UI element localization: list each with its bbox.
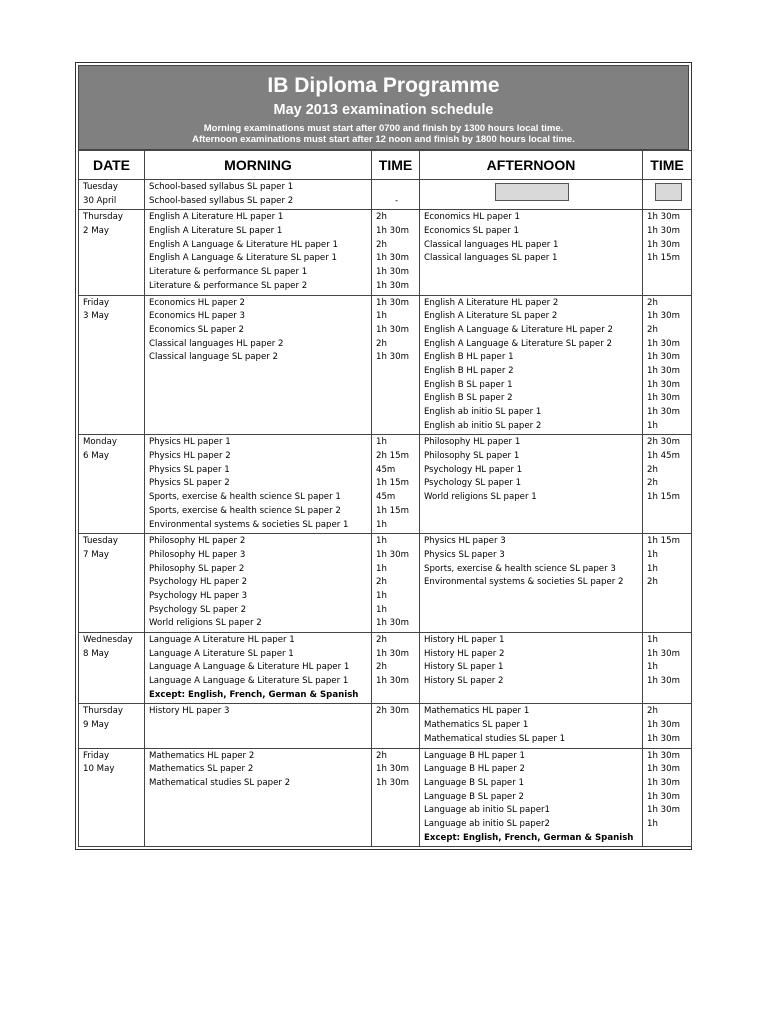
cell-line: English B SL paper 2 xyxy=(424,393,513,404)
table-header-row xyxy=(79,151,692,180)
afternoon-cell xyxy=(420,534,643,633)
cell-line: Philosophy HL paper 3 xyxy=(149,549,246,560)
cell-line: 1h 30m xyxy=(647,239,680,250)
column-header-time-afternoon: TIME xyxy=(643,151,692,180)
cell-line xyxy=(376,181,417,195)
cell-line: Language A Language & Literature HL paper 1 xyxy=(149,662,350,673)
cell-line: 1h xyxy=(376,563,387,574)
morning-time-cell xyxy=(372,748,420,847)
cell-line: Language B SL paper 2 xyxy=(424,791,524,802)
cell-line: Psychology HL paper 1 xyxy=(424,464,523,475)
page-subtitle: May 2013 examination schedule xyxy=(273,102,494,118)
cell-line: Sports, exercise & health science SL paper 2 xyxy=(149,505,341,516)
cell-line: 1h 30m xyxy=(647,805,680,816)
cell-line: Literature & performance SL paper 2 xyxy=(149,280,308,291)
table-row xyxy=(79,210,692,295)
cell-line: Language A Literature HL paper 1 xyxy=(149,635,295,645)
column-header-morning: MORNING xyxy=(145,151,372,180)
cell-line: 1h 30m xyxy=(647,764,680,775)
cell-line: 2h xyxy=(647,478,658,489)
cell-line: 1h 30m xyxy=(647,791,680,802)
cell-line: Friday xyxy=(83,750,110,761)
table-row xyxy=(79,534,692,633)
cell-line: Except: English, French, German & Spanish xyxy=(149,689,359,700)
afternoon-time-cell xyxy=(643,633,692,704)
cell-line: 2h xyxy=(647,297,658,308)
cell-line: 1h 15m xyxy=(647,492,680,503)
table-row xyxy=(79,633,692,704)
cell-line: 1h 30m xyxy=(376,352,409,363)
morning-time-cell xyxy=(372,180,420,210)
cell-line: 7 May xyxy=(83,549,109,560)
cell-line: English A Language & Literature HL paper 1 xyxy=(149,239,338,250)
cell-line: Physics SL paper 2 xyxy=(149,478,230,489)
cell-line: Philosophy HL paper 1 xyxy=(424,437,521,448)
cell-line: 1h xyxy=(376,311,387,322)
cell-line: 2h xyxy=(376,212,387,223)
cell-line: 1h 30m xyxy=(376,549,409,560)
cell-line: History HL paper 3 xyxy=(149,706,230,717)
morning-cell xyxy=(145,704,372,748)
cell-line: 1h xyxy=(647,563,658,574)
cell-line: 2h 15m xyxy=(376,451,409,462)
cell-line: 9 May xyxy=(83,720,109,731)
cell-line: 1h 30m xyxy=(376,648,409,659)
cell-line: Language ab initio SL paper1 xyxy=(424,805,551,816)
cell-line: 1h xyxy=(376,437,387,448)
afternoon-cell xyxy=(420,180,643,210)
cell-line: 1h 15m xyxy=(376,478,409,489)
cell-line: 1h 30m xyxy=(376,618,409,629)
cell-line: Except: English, French, German & Spanish xyxy=(424,832,634,843)
cell-line: English A Literature HL paper 2 xyxy=(424,297,559,308)
afternoon-cell xyxy=(420,748,643,847)
column-header-afternoon: AFTERNOON xyxy=(420,151,643,180)
cell-line: Philosophy SL paper 1 xyxy=(424,451,520,462)
cell-line: Economics SL paper 2 xyxy=(149,324,244,335)
cell-line: Classical languages HL paper 1 xyxy=(424,239,559,250)
cell-line: English A Literature SL paper 2 xyxy=(424,311,558,322)
cell-line: 1h 30m xyxy=(376,267,409,278)
table-row xyxy=(79,704,692,748)
cell-line: 1h 30m xyxy=(647,648,680,659)
cell-line: History HL paper 1 xyxy=(424,635,505,645)
cell-line: Sports, exercise & health science SL paper 1 xyxy=(149,492,341,503)
schedule-table xyxy=(78,150,692,847)
cell-line: English B HL paper 2 xyxy=(424,365,514,376)
morning-time-cell xyxy=(372,435,420,534)
cell-line: Language ab initio SL paper2 xyxy=(424,818,551,829)
cell-line: Literature & performance SL paper 1 xyxy=(149,267,308,278)
morning-cell xyxy=(145,295,372,435)
date-cell xyxy=(79,534,145,633)
cell-line: English ab initio SL paper 1 xyxy=(424,407,542,417)
blank-placeholder-box xyxy=(655,183,682,201)
cell-line: Environmental systems & societies SL paper 1 xyxy=(149,519,349,530)
afternoon-cell xyxy=(420,633,643,704)
cell-line: 1h 30m xyxy=(376,764,409,775)
cell-line: 1h 30m xyxy=(647,777,680,788)
cell-line: 1h 45m xyxy=(647,451,680,462)
cell-line: Psychology SL paper 1 xyxy=(424,478,522,489)
cell-line: 1h 30m xyxy=(647,720,680,731)
morning-rule-note: Morning examinations must start after 0700 and finish by 1300 hours local time. xyxy=(203,123,564,134)
morning-time-cell xyxy=(372,210,420,295)
date-cell xyxy=(79,748,145,847)
cell-line: Economics HL paper 2 xyxy=(149,297,245,308)
cell-line: 1h 30m xyxy=(647,379,680,390)
exam-schedule-sheet xyxy=(75,62,692,850)
cell-line: 10 May xyxy=(83,764,115,775)
cell-line: 3 May xyxy=(83,311,109,322)
morning-cell xyxy=(145,210,372,295)
afternoon-time-cell xyxy=(643,435,692,534)
cell-line: Philosophy SL paper 2 xyxy=(149,563,245,574)
cell-line: 8 May xyxy=(83,648,109,659)
cell-line: 1h 15m xyxy=(647,536,680,547)
cell-line: 1h 30m xyxy=(376,226,409,237)
cell-line: English A Literature HL paper 1 xyxy=(149,212,284,223)
cell-line: 1h 15m xyxy=(376,505,409,516)
afternoon-time-cell xyxy=(643,180,692,210)
cell-line: 1h xyxy=(647,662,658,673)
cell-line: 1h 30m xyxy=(647,393,680,404)
cell-line: 1h xyxy=(376,536,387,547)
morning-cell xyxy=(145,435,372,534)
morning-time-cell xyxy=(372,534,420,633)
cell-line: English A Language & Literature SL paper 1 xyxy=(149,253,337,264)
table-row xyxy=(79,295,692,435)
cell-line: 1h 30m xyxy=(376,280,409,291)
cell-line: Mathematics HL paper 1 xyxy=(424,706,530,717)
cell-line: English A Language & Literature SL paper 2 xyxy=(424,338,612,349)
cell-line: 2h xyxy=(376,662,387,673)
cell-line: Mathematics SL paper 2 xyxy=(149,764,254,775)
cell-line: Friday xyxy=(83,297,110,308)
cell-line: 45m xyxy=(376,492,396,503)
cell-line: English B SL paper 1 xyxy=(424,379,513,390)
cell-line: 45m xyxy=(376,464,396,475)
schedule-banner xyxy=(78,65,689,150)
cell-line: Sports, exercise & health science SL paper 3 xyxy=(424,563,616,574)
cell-line: 2h xyxy=(376,239,387,250)
cell-line: Classical language SL paper 2 xyxy=(149,352,279,363)
cell-line: 1h 15m xyxy=(647,253,680,264)
cell-line: 2h xyxy=(376,635,387,645)
cell-line: 2h xyxy=(647,706,658,717)
blank-placeholder-box xyxy=(495,183,569,201)
cell-line: 1h 30m xyxy=(647,676,680,687)
afternoon-cell xyxy=(420,210,643,295)
cell-line: Psychology HL paper 2 xyxy=(149,577,248,588)
cell-line: Physics HL paper 1 xyxy=(149,437,231,448)
cell-line: Economics SL paper 1 xyxy=(424,226,519,237)
cell-line: English A Literature SL paper 1 xyxy=(149,226,283,237)
cell-line: 1h xyxy=(647,818,658,829)
afternoon-cell xyxy=(420,704,643,748)
cell-line: - xyxy=(394,195,399,206)
cell-line: Classical languages HL paper 2 xyxy=(149,338,284,349)
cell-line: Mathematical studies SL paper 2 xyxy=(149,777,291,788)
cell-line: 1h xyxy=(647,420,658,431)
cell-line: Monday xyxy=(83,437,117,448)
cell-line: 1h 30m xyxy=(647,226,680,237)
column-header-date: DATE xyxy=(79,151,145,180)
cell-line: 1h 30m xyxy=(376,676,409,687)
cell-line: Economics HL paper 1 xyxy=(424,212,520,223)
cell-line: Language B SL paper 1 xyxy=(424,777,524,788)
cell-line: English B HL paper 1 xyxy=(424,352,514,363)
cell-line: Tuesday xyxy=(83,182,118,192)
afternoon-time-cell xyxy=(643,210,692,295)
cell-line: Physics SL paper 3 xyxy=(424,549,505,560)
cell-line: 1h xyxy=(647,635,658,645)
afternoon-cell xyxy=(420,435,643,534)
cell-line: 2h xyxy=(376,750,387,761)
afternoon-time-cell xyxy=(643,748,692,847)
cell-line: Mathematics SL paper 1 xyxy=(424,720,529,731)
cell-line: Economics HL paper 3 xyxy=(149,311,245,322)
cell-line: 1h 30m xyxy=(647,338,680,349)
date-cell xyxy=(79,435,145,534)
afternoon-time-cell xyxy=(643,295,692,435)
cell-line: Thursday xyxy=(83,212,123,223)
date-cell xyxy=(79,704,145,748)
cell-line: English ab initio SL paper 2 xyxy=(424,420,542,431)
cell-line: 2h xyxy=(376,577,387,588)
cell-line: 1h 30m xyxy=(376,324,409,335)
table-row xyxy=(79,748,692,847)
cell-line: 2 May xyxy=(83,226,109,237)
cell-line: Physics HL paper 2 xyxy=(149,451,231,462)
cell-line: Mathematical studies SL paper 1 xyxy=(424,733,566,744)
cell-line: Language B HL paper 1 xyxy=(424,750,525,761)
morning-time-cell xyxy=(372,295,420,435)
cell-line: Language A Language & Literature SL paper 1 xyxy=(149,676,349,687)
cell-line: 1h xyxy=(376,519,387,530)
cell-line: History HL paper 2 xyxy=(424,648,505,659)
cell-line: Wednesday xyxy=(83,635,133,645)
date-cell xyxy=(79,180,145,210)
date-cell xyxy=(79,295,145,435)
cell-line: Environmental systems & societies SL paper 2 xyxy=(424,577,624,588)
morning-cell xyxy=(145,180,372,210)
cell-line: 1h 30m xyxy=(647,212,680,223)
cell-line: 1h 30m xyxy=(647,407,680,417)
cell-line: School-based syllabus SL paper 1 xyxy=(149,182,294,192)
cell-line: 1h 30m xyxy=(647,352,680,363)
morning-cell xyxy=(145,748,372,847)
cell-line: 1h 30m xyxy=(647,311,680,322)
cell-line: Physics SL paper 1 xyxy=(149,464,230,475)
cell-line: Psychology HL paper 3 xyxy=(149,590,248,601)
morning-cell xyxy=(145,633,372,704)
cell-line: 2h 30m xyxy=(376,706,409,717)
page-title: IB Diploma Programme xyxy=(267,74,500,97)
afternoon-rule-note: Afternoon examinations must start after 12 noon and finish by 1800 hours local time. xyxy=(192,134,575,145)
cell-line: 2h 30m xyxy=(647,437,680,448)
cell-line: 2h xyxy=(647,577,658,588)
column-header-time-morning: TIME xyxy=(372,151,420,180)
schedule-body xyxy=(79,180,692,847)
morning-time-cell xyxy=(372,633,420,704)
cell-line: Physics HL paper 3 xyxy=(424,536,506,547)
afternoon-time-cell xyxy=(643,534,692,633)
cell-line: Language B HL paper 2 xyxy=(424,764,525,775)
date-cell xyxy=(79,210,145,295)
date-cell xyxy=(79,633,145,704)
afternoon-cell xyxy=(420,295,643,435)
cell-line: Classical languages SL paper 1 xyxy=(424,253,558,264)
cell-line: Psychology SL paper 2 xyxy=(149,604,247,615)
cell-line: 1h 30m xyxy=(647,750,680,761)
cell-line: World religions SL paper 2 xyxy=(149,618,262,629)
cell-line: English A Language & Literature HL paper 2 xyxy=(424,324,613,335)
cell-line: 2h xyxy=(647,464,658,475)
morning-time-cell xyxy=(372,704,420,748)
cell-line: 1h 30m xyxy=(376,253,409,264)
cell-line: Tuesday xyxy=(83,536,118,547)
cell-line: 1h xyxy=(647,549,658,560)
table-row xyxy=(79,180,692,210)
cell-line: 2h xyxy=(647,324,658,335)
cell-line: 1h 30m xyxy=(376,777,409,788)
cell-line: 30 April xyxy=(83,195,117,206)
cell-line: 1h 30m xyxy=(647,733,680,744)
cell-line: Language A Literature SL paper 1 xyxy=(149,648,294,659)
cell-line: History SL paper 2 xyxy=(424,676,504,687)
morning-cell xyxy=(145,534,372,633)
cell-line: 1h 30m xyxy=(376,297,409,308)
cell-line: School-based syllabus SL paper 2 xyxy=(149,195,294,206)
cell-line: 1h 30m xyxy=(647,365,680,376)
cell-line: 6 May xyxy=(83,451,109,462)
table-row xyxy=(79,435,692,534)
cell-line: Philosophy HL paper 2 xyxy=(149,536,246,547)
cell-line: World religions SL paper 1 xyxy=(424,492,537,503)
afternoon-time-cell xyxy=(643,704,692,748)
cell-line: History SL paper 1 xyxy=(424,662,504,673)
cell-line: 2h xyxy=(376,338,387,349)
cell-line: 1h xyxy=(376,590,387,601)
cell-line: Thursday xyxy=(83,706,123,717)
cell-line: Mathematics HL paper 2 xyxy=(149,750,255,761)
cell-line: 1h xyxy=(376,604,387,615)
